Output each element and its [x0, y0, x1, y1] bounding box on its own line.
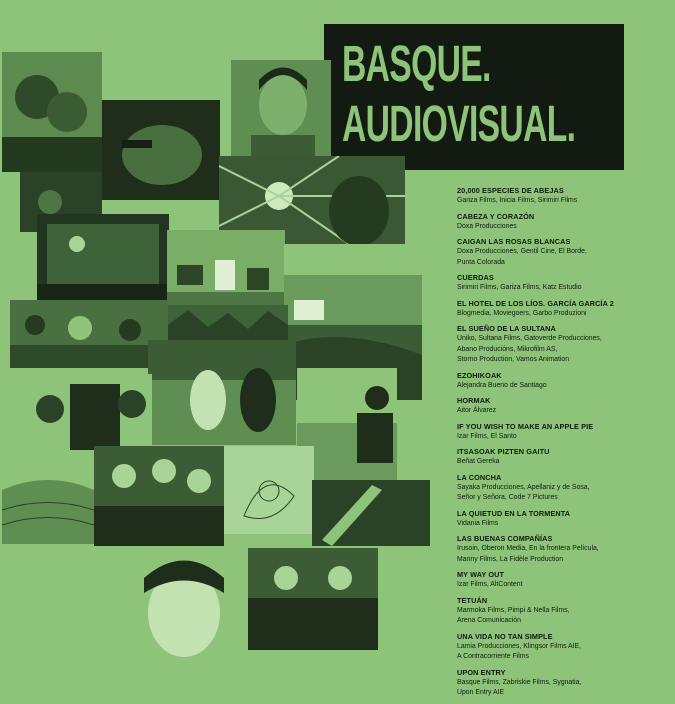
film-entry [457, 324, 667, 366]
film-title: CAIGAN LAS ROSAS BLANCAS [457, 237, 571, 246]
film-credits: Gariza Films, Inicia Films, Sirimiri Films [457, 197, 578, 204]
title-block [324, 24, 624, 170]
film-entry [457, 509, 667, 530]
film-still-young-man-closeup [94, 548, 248, 660]
film-still-face-closeup [102, 100, 220, 200]
film-entry [457, 534, 667, 565]
film-still-boys-group [94, 446, 224, 546]
film-entry [457, 396, 667, 417]
film-entry [457, 186, 667, 207]
film-title: EZOHIKOAK [457, 370, 502, 380]
film-title: MY WAY OUT [457, 570, 505, 579]
film-still-couple [2, 52, 102, 172]
film-still-hand-sketch [224, 446, 314, 534]
film-entry [457, 632, 667, 663]
film-credits: Blogmedia, Moviegoers, Garbo Produzioni [457, 309, 587, 317]
film-entry [457, 473, 667, 504]
film-credits: Uniko, Sultana Films, Gatoverde Producciones, Abano Producións, Mikrofilm AS, Storno Production, Vamos Animation [457, 335, 602, 363]
film-title: LA CONCHA [457, 472, 502, 482]
film-still-theater-stage [37, 214, 169, 306]
film-title: UNA VIDA NO TAN SIMPLE [457, 631, 553, 641]
film-credits: Sirimiri Films, Gariza Films, Katz Estudio [457, 284, 582, 291]
film-still-two-men-sofa [248, 548, 378, 650]
film-credits: Alejandra Bueno de Santiago [457, 381, 547, 389]
film-credits: Doxa Producciones, Gentil Cine, El Borde, Punta Colorada [457, 248, 587, 266]
film-credits: Aitor Álvarez [457, 407, 497, 414]
film-entry [457, 447, 667, 468]
film-title: 20,000 ESPECIES DE ABEJAS [457, 186, 564, 195]
film-title: LAS BUENAS COMPAÑÍAS [457, 534, 553, 543]
film-still-two-men-house [148, 340, 296, 445]
film-still-village-animals [167, 230, 285, 310]
film-credits: Izar Films, El Santo [457, 432, 517, 440]
film-credits: Beñat Gereka [457, 458, 500, 465]
film-title: LA QUIETUD EN LA TORMENTA [457, 508, 571, 518]
film-title: TETUÁN [457, 595, 488, 605]
film-title: EL HOTEL DE LOS LÍOS. GARCÍA GARCÍA 2 [457, 298, 614, 308]
film-credits: Basque Films, Zabriskie Films, Sygnatia, Upon Entry AIE [457, 678, 582, 696]
film-credits: Lamia Producciones, Klingsor Films AIE, A Contracorriente Films [457, 642, 582, 660]
film-title: HORMAK [457, 396, 491, 405]
film-list [457, 186, 667, 704]
film-credits: Doxa Producciones [457, 222, 517, 230]
film-credits: Izar Films, AltContent [457, 581, 523, 588]
film-title: ITSASOAK PIZTEN GAITU [457, 447, 550, 456]
film-entry [457, 299, 667, 320]
film-entry [457, 668, 667, 699]
film-title: CUERDAS [457, 273, 494, 282]
film-entry [457, 371, 667, 392]
film-still-grass-field [168, 305, 288, 345]
title-line-2: AUDIOVISUAL. [342, 95, 576, 152]
film-title: CABEZA Y CORAZÓN [457, 211, 535, 221]
film-still-motion-blur [312, 480, 430, 546]
film-still-portrait-drawing [231, 60, 331, 156]
film-credits: Sayaka Producciones, Apellaniz y de Sosa, Señor y Señora, Code 7 Pictures [457, 483, 590, 501]
film-credits: Irusoin, Oberon Media, En la frontera Película, Manny Films, La Fidèle Production [457, 545, 599, 563]
film-entry [457, 570, 667, 591]
film-entry [457, 237, 667, 268]
title-line-1: BASQUE. [342, 35, 491, 92]
film-entry [457, 596, 667, 627]
film-entry [457, 212, 667, 233]
film-still-illustration-waves [2, 450, 94, 544]
film-title: IF YOU WISH TO MAKE AN APPLE PIE [457, 421, 594, 431]
film-title: EL SUEÑO DE LA SULTANA [457, 324, 556, 333]
film-credits: Marmoka Films, Pimpi & Nella Films, Arena Comunicación [457, 606, 570, 624]
film-entry [457, 273, 667, 294]
film-credits: Vidania Films [457, 519, 499, 527]
film-entry [457, 422, 667, 443]
film-title: UPON ENTRY [457, 667, 506, 677]
film-still-market-crowd [10, 300, 168, 368]
